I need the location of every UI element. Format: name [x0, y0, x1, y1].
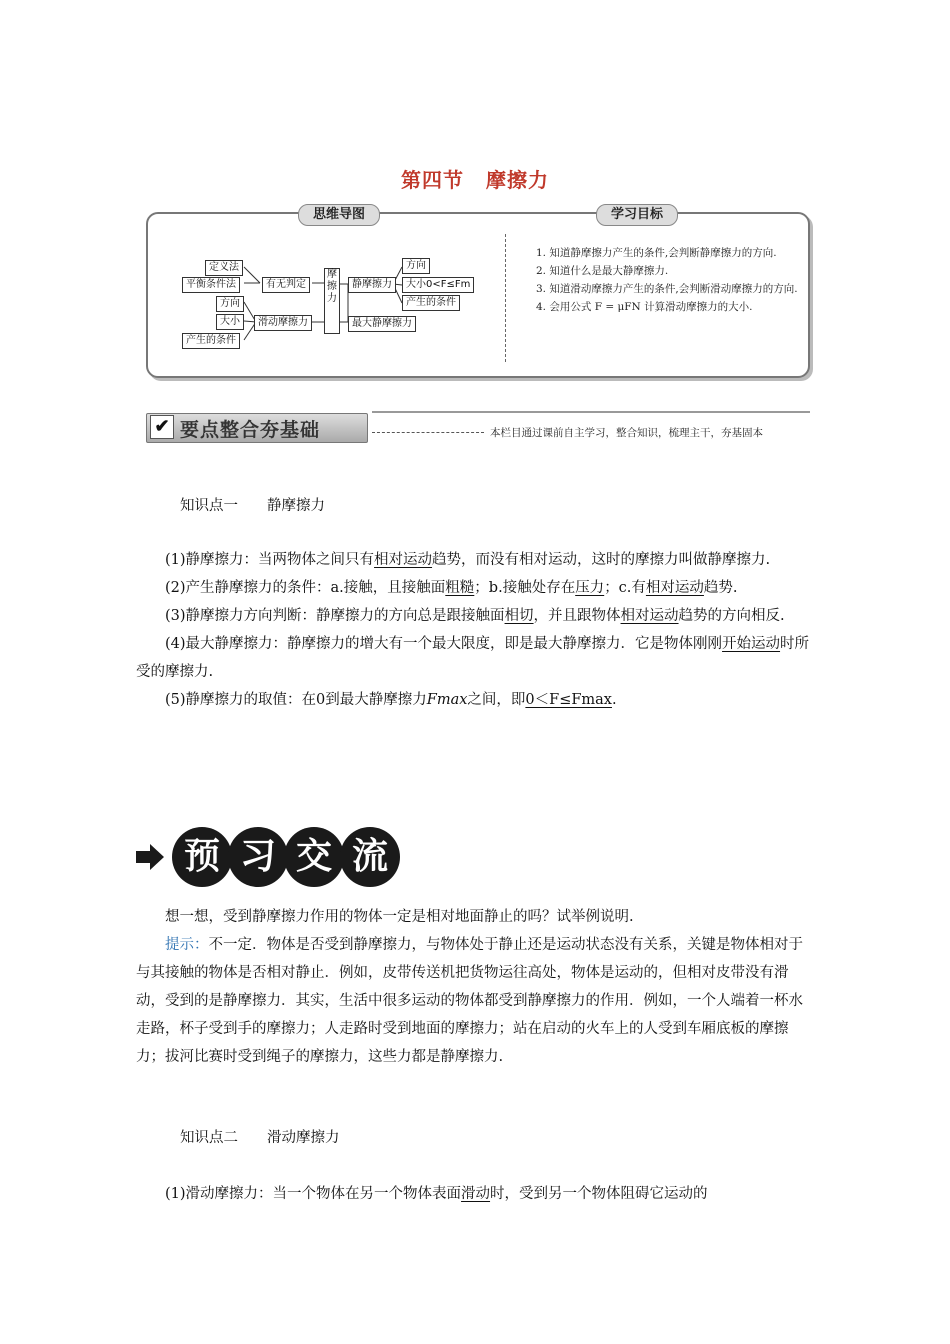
blank-answer: 相对运动: [620, 608, 679, 624]
goal-item: 3. 知道滑动摩擦力产生的条件,会判断滑动摩擦力的方向.: [536, 283, 798, 295]
panel-divider: [505, 234, 506, 362]
preview-char: 习: [228, 827, 288, 887]
node-balance: 平衡条件法: [182, 277, 240, 293]
title-section: 第四节: [401, 168, 464, 192]
formula-fmax: Fmax: [426, 692, 468, 708]
kp2-body: [136, 1180, 816, 1208]
node-direction-2: 方向: [402, 258, 430, 274]
mindmap-tab: 思维导图: [298, 204, 380, 226]
banner-dash: [372, 432, 484, 433]
kp2-para-1: (1)滑动摩擦力：当一个物体在另一个物体表面滑动时，受到另一个物体阻碍它运动的: [165, 1186, 708, 1202]
blank-answer: 0＜F≤Fmax: [525, 692, 612, 708]
node-direction-1: 方向: [216, 296, 244, 312]
blank-answer: 相切: [504, 608, 534, 624]
goal-item: 4. 会用公式 F = μFN 计算滑动摩擦力的大小.: [536, 301, 753, 313]
blank-answer: 粗糙: [445, 580, 475, 596]
blank-answer: 压力: [575, 580, 605, 596]
goals-tab: 学习目标: [596, 204, 678, 226]
learning-goals: [516, 244, 800, 316]
node-existence: 有无判定: [262, 277, 310, 293]
node-sliding: 滑动摩擦力: [254, 315, 312, 331]
preview-badge: [136, 827, 436, 887]
goal-item: 1. 知道静摩擦力产生的条件,会判断静摩擦力的方向.: [536, 247, 777, 259]
hint-label: 提示：: [165, 937, 209, 953]
kp2-heading: 知识点二 滑动摩擦力: [180, 1130, 340, 1146]
node-static: 静摩擦力: [348, 277, 396, 293]
kp1-para-2: (2)产生静摩擦力的条件：a.接触，且接触面粗糙；b.接触处存在压力；c.有相对运动趋势.: [165, 580, 738, 596]
kp1-para-4: (4)最大静摩擦力：静摩擦力的增大有一个最大限度，即是最大静摩擦力．它是物体刚刚开始运动时所受的摩擦力.: [136, 636, 810, 680]
node-max-static: 最大静摩擦力: [348, 316, 416, 332]
preview-char: 预: [172, 827, 232, 887]
kp1-heading: 知识点一 静摩擦力: [180, 498, 325, 514]
kp1-para-1: (1)静摩擦力：当两物体之间只有相对运动趋势，而没有相对运动，这时的摩擦力叫做静摩擦力.: [165, 552, 771, 568]
blank-answer: 滑动: [461, 1186, 491, 1202]
node-definition: 定义法: [205, 260, 243, 276]
banner-note: 本栏目通过课前自主学习，整合知识，梳理主干，夯基固本: [490, 427, 763, 439]
question-text: 想一想，受到静摩擦力作用的物体一定是相对地面静止的吗？试举例说明.: [165, 909, 634, 925]
title-topic: 摩擦力: [486, 168, 549, 192]
node-size-1: 大小: [216, 314, 244, 330]
node-condition-2: 产生的条件: [402, 295, 460, 311]
kp1-para-3: (3)静摩擦力方向判断：静摩擦力的方向总是跟接触面相切，并且跟物体相对运动趋势的方向相反.: [165, 608, 785, 624]
blank-answer: 相对运动: [645, 580, 704, 596]
blank-answer: 开始运动: [722, 636, 781, 652]
arrow-right-icon: [136, 842, 166, 872]
preview-char: 流: [340, 827, 400, 887]
kp1-para-5: (5)静摩擦力的取值：在0到最大静摩擦力Fmax之间，即0＜F≤Fmax.: [165, 692, 617, 708]
preview-char: 交: [284, 827, 344, 887]
node-size-2: 大小0<F≤Fm: [402, 277, 474, 293]
banner-title: 要点整合夯基础: [180, 419, 321, 441]
node-center: 摩擦力: [324, 268, 340, 334]
node-condition-1: 产生的条件: [182, 333, 240, 349]
blank-answer: 相对运动: [374, 552, 433, 568]
page-title: [0, 164, 950, 193]
qa-block: [136, 903, 816, 1071]
banner-rule: [372, 411, 810, 413]
goal-item: 2. 知道什么是最大静摩擦力.: [536, 265, 669, 277]
checkmark-icon: ✔: [150, 415, 174, 439]
answer-text: 提示：不一定．物体是否受到静摩擦力，与物体处于静止还是运动状态没有关系，关键是物体相对于与其接触的物体是否相对静止．例如，皮带传送机把货物运往高处，物体是运动的，但相对皮带没有滑动，受到的是静摩擦力．其实，生活中很多运动的物体都受到静摩擦力的作用．例如，一个人端着一杯水走路，杯子受到手的摩擦力；人走路时受到地面的摩擦力；站在启动的火车上的人受到车厢底板的摩擦力；拔河比赛时受到绳子的摩擦力，这些力都是静摩擦力.: [136, 937, 803, 1065]
kp1-body: [136, 546, 816, 714]
